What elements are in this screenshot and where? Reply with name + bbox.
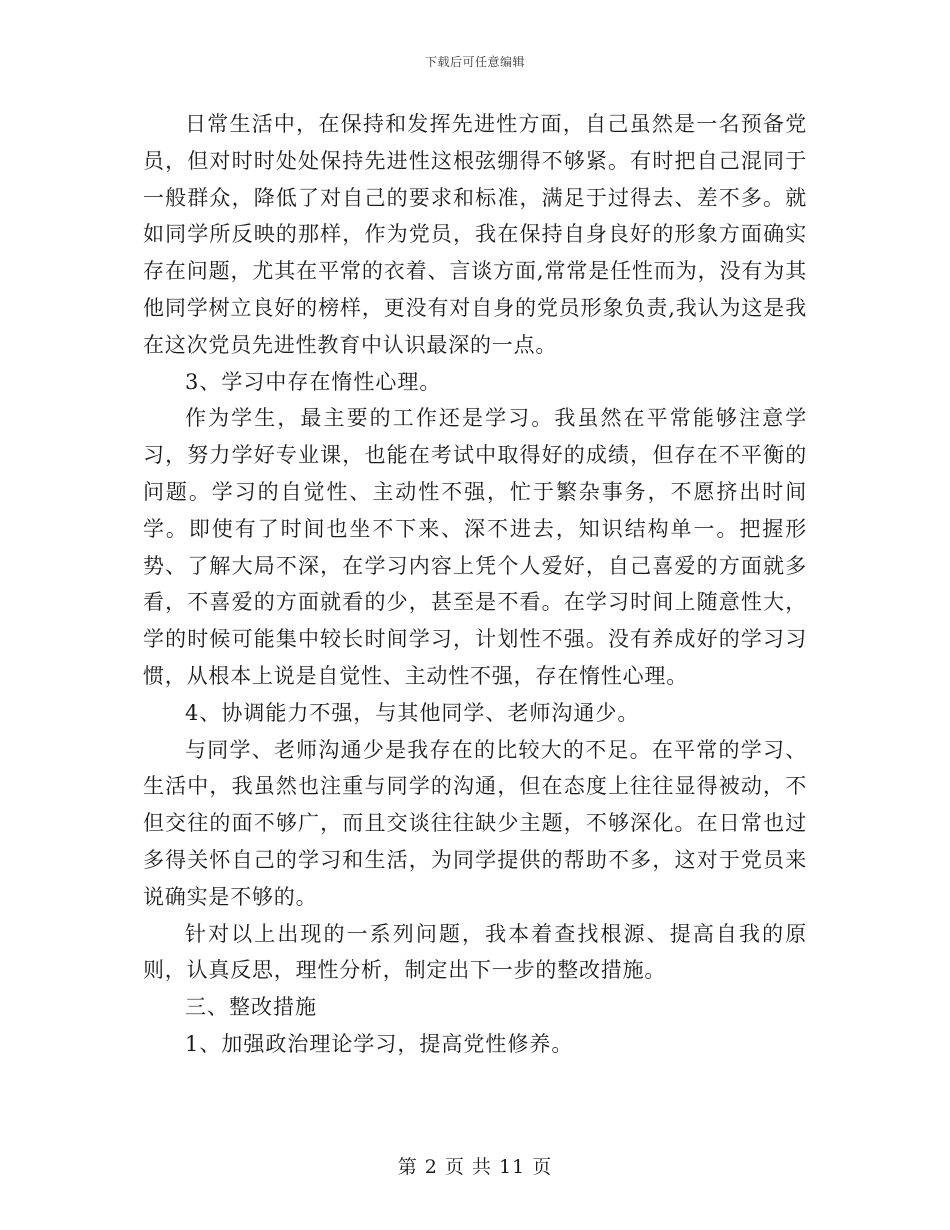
section-heading-1: 1、加强政治理论学习，提高党性修养。 bbox=[185, 1031, 574, 1056]
paragraph-study: 作为学生，最主要的工作还是学习。我虽然在平常能够注意学习，努力学好专业课，也能在考试中取得好的成绩，但存在不平衡的问题。学习的自觉性、主动性不强，忙于繁杂事务，不愿挤出时间学。即使有了时间也坐不下来、深不进去，知识结构单一。把握形势、了解大局不深，在学习内容上凭个人爱好，自己喜爱的方面就多看，不喜爱的方面就看的少，甚至是不看。在学习时间上随意性大，学的时候可能集中较长时间学习，计划性不强。没有养成好的学习习惯，从根本上说是自觉性、主动性不强，存在惰性心理。 bbox=[143, 406, 807, 688]
section-heading-rectification: 三、整改措施 bbox=[185, 995, 317, 1020]
paragraph-summary: 针对以上出现的一系列问题，我本着查找根源、提高自我的原则，认真反思，理性分析，制定出下一步的整改措施。 bbox=[143, 921, 807, 983]
paragraph-communication: 与同学、老师沟通少是我存在的比较大的不足。在平常的学习、生活中，我虽然也注重与同学的沟通，但在态度上往往显得被动，不但交往的面不够广，而且交谈往往缺少主题，不够深化。在日常也过多得关怀自己的学习和生活，为同学提供的帮助不多，这对于党员来说确实是不够的。 bbox=[143, 737, 807, 909]
page-footer: 第 2 页 共 11 页 bbox=[397, 1156, 553, 1178]
section-heading-4: 4、协调能力不强，与其他同学、老师沟通少。 bbox=[185, 700, 640, 725]
section-heading-3: 3、学习中存在惰性心理。 bbox=[185, 369, 442, 394]
page-header: 下载后可任意编辑 bbox=[424, 55, 525, 69]
document-body bbox=[143, 106, 807, 1063]
paragraph-daily-life: 日常生活中，在保持和发挥先进性方面，自己虽然是一名预备党员，但对时时处处保持先进性这根弦绷得不够紧。有时把自己混同于一般群众，降低了对自己的要求和标准，满足于过得去、差不多。就如同学所反映的那样，作为党员，我在保持自身良好的形象方面确实存在问题，尤其在平常的衣着、言谈方面,常常是任性而为，没有为其他同学树立良好的榜样，更没有对自身的党员形象负责,我认为这是我在这次党员先进性教育中认识最深的一点。 bbox=[143, 112, 807, 357]
